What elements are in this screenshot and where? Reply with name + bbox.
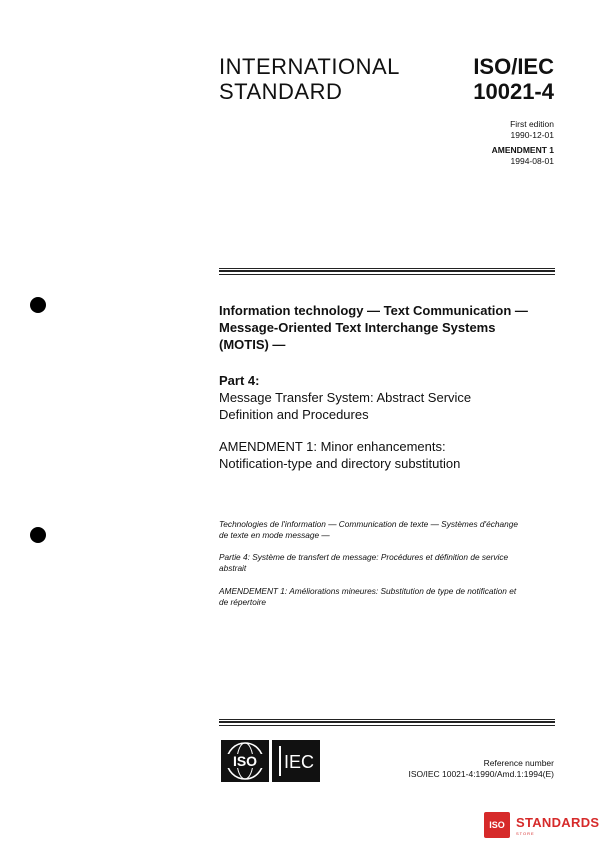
french-title-line2: de texte en mode message —: [219, 530, 330, 540]
french-title-line1: Technologies de l'information — Communication de texte — Systèmes d'échange: [219, 519, 518, 529]
amendment-line1: AMENDMENT 1: Minor enhancements:: [219, 439, 446, 454]
part-line1: Message Transfer System: Abstract Service: [219, 390, 472, 405]
reference-label: Reference number: [483, 758, 554, 768]
document-type-line2: STANDARD: [219, 79, 343, 104]
part-line2: Definition and Procedures: [219, 407, 369, 422]
french-title: [219, 519, 564, 541]
main-title: [219, 302, 564, 353]
french-part: [219, 552, 564, 574]
iso-logo: [221, 740, 269, 782]
reference-value: ISO/IEC 10021-4:1990/Amd.1:1994(E): [408, 769, 554, 779]
document-type-line1: INTERNATIONAL: [219, 54, 400, 79]
french-amend-line2: de répertoire: [219, 597, 267, 607]
main-title-line2: Message-Oriented Text Interchange Systems: [219, 320, 496, 335]
standard-number-line2: 10021-4: [473, 79, 554, 104]
bullet-dot: [30, 297, 46, 313]
iec-logo: [272, 740, 320, 782]
main-title-line3: (MOTIS) —: [219, 337, 286, 352]
part-label: Part 4:: [219, 373, 260, 388]
french-part-line2: abstrait: [219, 563, 247, 573]
amendment-title: [219, 438, 564, 472]
bullet-dot: [30, 527, 46, 543]
iso-logo-text: ISO: [232, 753, 258, 769]
french-amendment: [219, 586, 564, 608]
amendment-line2: Notification-type and directory substitution: [219, 456, 461, 471]
reference-number: [408, 758, 554, 780]
french-amend-line1: AMENDEMENT 1: Améliorations mineures: Substitution de type de notification et: [219, 586, 517, 596]
standard-number: [473, 54, 554, 104]
french-part-line1: Partie 4: Système de transfert de message: Procédures et définition de service: [219, 552, 509, 562]
main-title-line1: Information technology — Text Communication —: [219, 303, 528, 318]
iec-logo-text: IEC: [283, 752, 315, 772]
document-type: [219, 54, 400, 104]
first-edition-label: First edition: [510, 119, 554, 129]
store-sub: STORE: [516, 831, 535, 836]
first-edition-date: 1990-12-01: [510, 130, 554, 140]
store-badge: ISO: [484, 812, 510, 838]
amendment-date: 1994-08-01: [510, 156, 554, 166]
store-name: STANDARDS: [516, 815, 600, 830]
store-watermark: [484, 812, 600, 840]
part-title: [219, 372, 564, 423]
edition-info: [492, 119, 554, 167]
amendment-label: AMENDMENT 1: [491, 145, 554, 155]
standard-number-line1: ISO/IEC: [473, 54, 554, 79]
